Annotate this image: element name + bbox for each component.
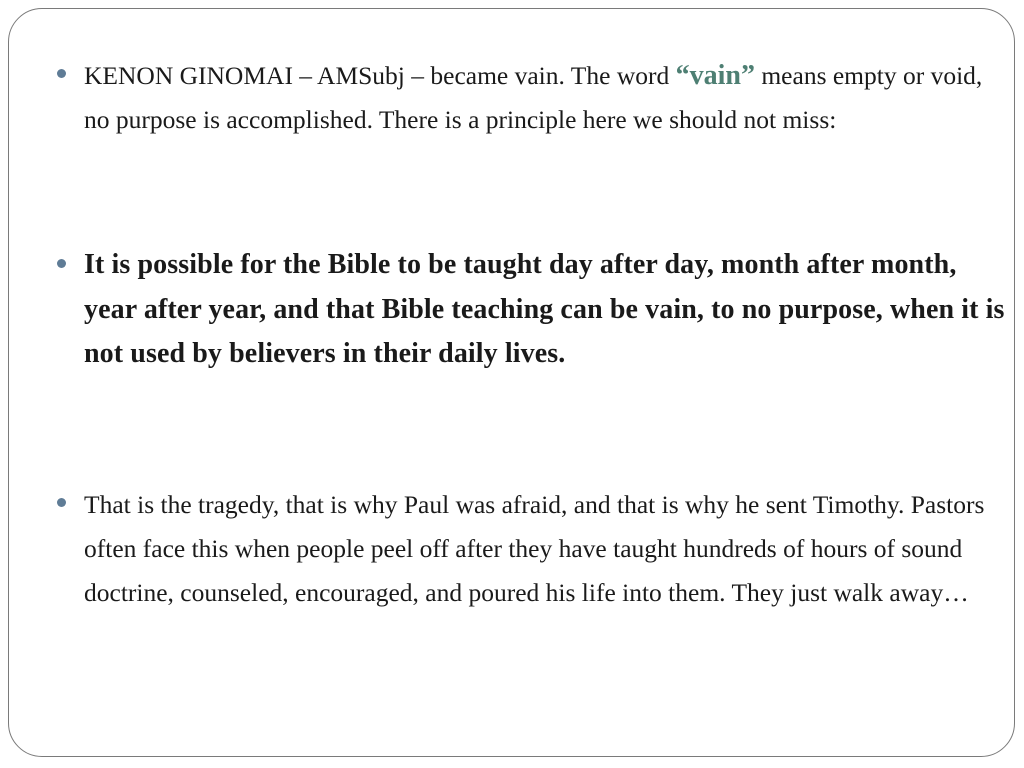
bullet-1-text-end: means empty or void, no purpose is accomplished. There is a principle here we should not miss: (84, 61, 983, 134)
bullet-1-text-start: KENON GINOMAI – AMSubj – became vain. The word (84, 61, 676, 90)
bullet-dot-icon (57, 498, 66, 507)
bullet-item-1 (84, 54, 1009, 142)
bullet-dot-icon (57, 69, 66, 78)
bullet-list (9, 9, 1014, 756)
bullet-item-3 (84, 483, 1009, 615)
slide-frame (8, 8, 1015, 757)
bullet-item-2 (84, 243, 1009, 377)
bullet-3-text: That is the tragedy, that is why Paul was afraid, and that is why he sent Timothy. Pastors often face this when people peel off after they have taught hundreds of hours of sound doctrine, counseled, encouraged, and poured his life into them. They just walk away… (84, 490, 985, 607)
emphasized-word-vain: “vain” (675, 60, 755, 91)
bullet-2-text: It is possible for the Bible to be taught day after day, month after month, year after year, and that Bible teaching can be vain, to no purpose, when it is not used by believers in their daily lives. (84, 249, 1005, 369)
bullet-dot-icon (57, 259, 66, 268)
